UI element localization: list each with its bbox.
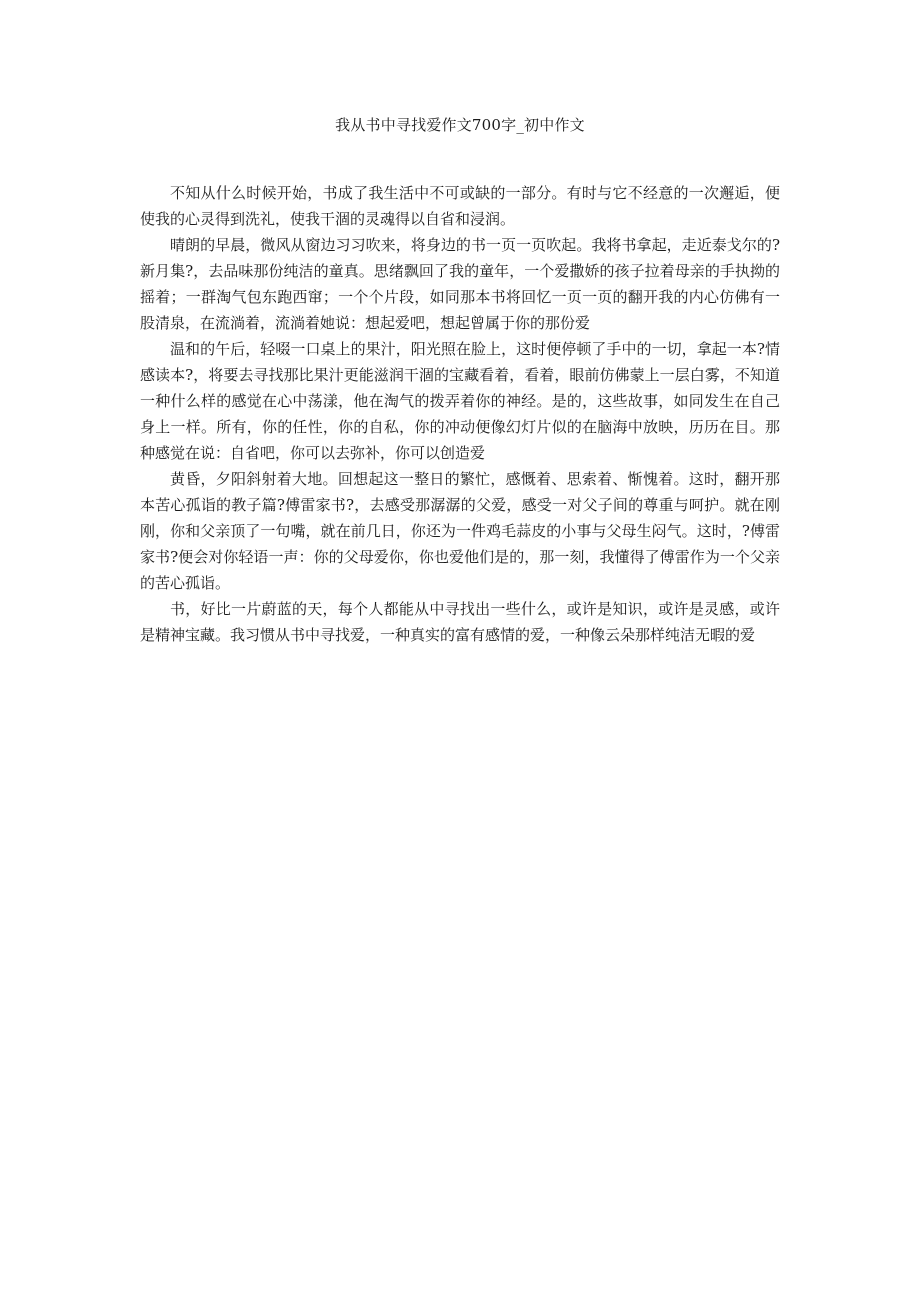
paragraph-4: 黄昏，夕阳斜射着大地。回想起这一整日的繁忙，感慨着、思索着、惭愧着。这时，翻开那本苦心孤诣的教子篇?傅雷家书?，去感受那潺潺的父爱，感受一对父子间的尊重与呵护。就在刚刚，你和父亲顶了一句嘴，就在前几日，你还为一件鸡毛蒜皮的小事与父母生闷气。这时，?傅雷家书?便会对你轻语一声：你的父母爱你，你也爱他们是的，那一刻，我懂得了傅雷作为一个父亲的苦心孤诣。 [140, 470, 780, 592]
document-title: 我从书中寻找爱作文700字_初中作文 [335, 116, 585, 134]
paragraph-3: 温和的午后，轻啜一口桌上的果汁，阳光照在脸上，这时便停顿了手中的一切，拿起一本?情感读本?，将要去寻找那比果汁更能滋润干涸的宝藏看着，看着，眼前仿佛蒙上一层白雾，不知道一种什么样的感觉在心中荡漾，他在淘气的拨弄着你的神经。是的，这些故事，如同发生在自己身上一样。所有，你的任性，你的自私，你的冲动便像幻灯片似的在脑海中放映，历历在目。那种感觉在说：自省吧，你可以去弥补，你可以创造爱 [140, 340, 780, 462]
paragraph-5: 书，好比一片蔚蓝的天，每个人都能从中寻找出一些什么，或许是知识，或许是灵感，或许是精神宝藏。我习惯从书中寻找爱，一种真实的富有感情的爱，一种像云朵那样纯洁无暇的爱 [140, 600, 780, 644]
paragraph-1: 不知从什么时候开始，书成了我生活中不可或缺的一部分。有时与它不经意的一次邂逅，便使我的心灵得到洗礼，使我干涸的灵魂得以自省和浸润。 [140, 184, 780, 228]
document-body [140, 180, 780, 648]
paragraph-2: 晴朗的早晨，微风从窗边习习吹来，将身边的书一页一页吹起。我将书拿起，走近泰戈尔的?新月集?，去品味那份纯洁的童真。思绪飘回了我的童年，一个爱撒娇的孩子拉着母亲的手执拗的摇着；一群淘气包东跑西窜；一个个片段，如同那本书将回忆一页一页的翻开我的内心仿佛有一股清泉，在流淌着，流淌着她说：想起爱吧，想起曾属于你的那份爱 [140, 236, 780, 332]
